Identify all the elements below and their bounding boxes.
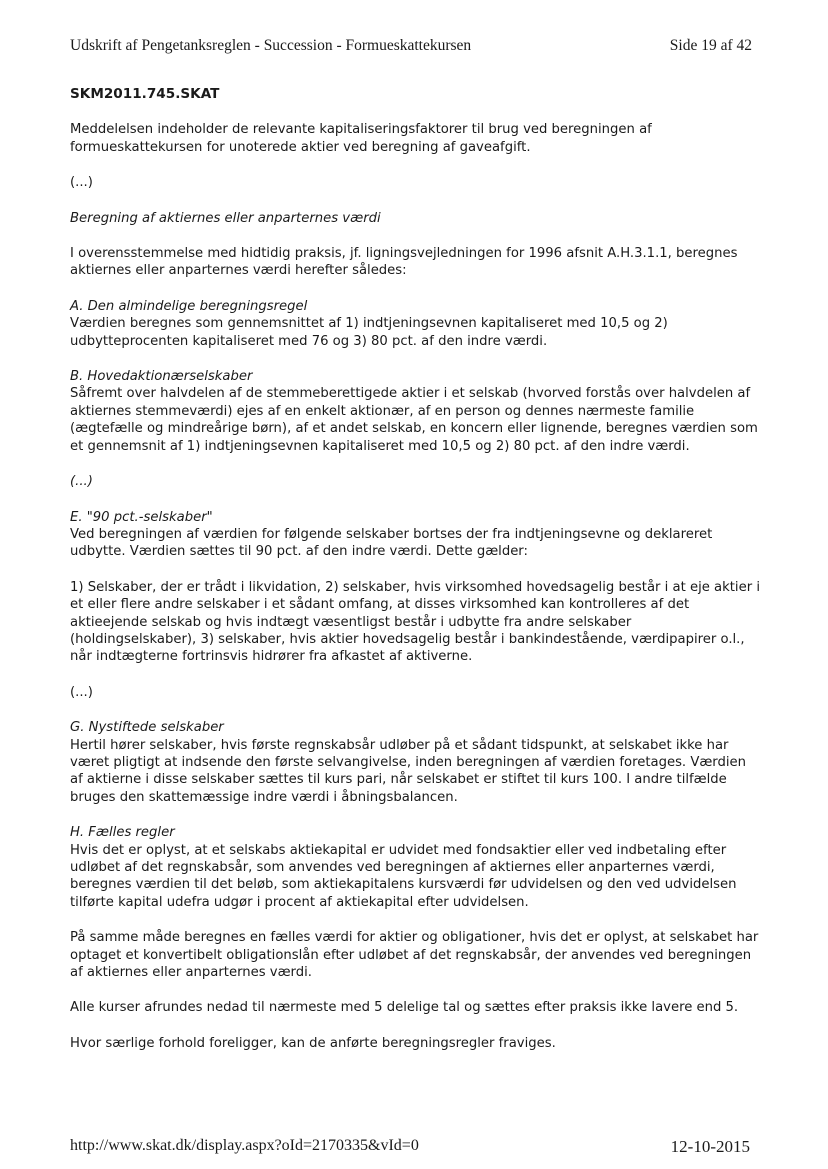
section-h-text: Hvis det er oplyst, at et selskabs aktiekapital er udvidet med fondsaktier eller ved indbetaling efter udløbet af det regnskabsår, som anvendes ved beregningen af aktiernes eller anparternes værdi, beregnes værdien til det beløb, som aktiekapitalens kursværdi før udvidelsen og den ved udvidelsen tilførte kapital udefra udgør i procent af aktiekapital efter udvidelsen. (70, 842, 737, 910)
document-body (70, 86, 760, 1070)
ellipsis: (...) (70, 175, 93, 191)
section-e-list: 1) Selskaber, der er trådt i likvidation, 2) selskaber, hvis virksomhed hovedsagelig består i at eje aktier i et eller flere andre selskaber i et sådant omfang, at disses virksomhed kan kontrolleres af det aktieejende selskab og hvis indtægt væsentligst består i udbytte fra andre selskaber (holdingselskaber), 3) selskaber, hvis aktier hovedsagelig består i bankindestående, værdipapirer o.l., når indtægterne fortrinsvis hidrører fra afkastet af aktiverne. (70, 579, 760, 665)
section-b-text: Såfremt over halvdelen af de stemmeberettigede aktier i et selskab (hvorved forstås over halvdelen af aktiernes stemmeværdi) ejes af en enkelt aktionær, af en person og dennes nærmeste familie (ægtefælle og mindreårige børn), af et andet selskab, en koncern eller lignende, beregnes værdien som et gennemsnit af 1) indtjeningsevnen kapitaliseret med 10,5 og 2) 80 pct. af den indre værdi. (70, 386, 758, 454)
footer-date: 12-10-2015 (670, 1137, 750, 1156)
header-page-number: Side 19 af 42 (669, 37, 752, 54)
section-g-heading: G. Nystiftede selskaber (70, 720, 224, 736)
ellipsis: (...) (70, 474, 93, 490)
section-b-heading: B. Hovedaktionærselskaber (70, 369, 253, 385)
footer-url: http://www.skat.dk/display.aspx?oId=2170335&vId=0 (70, 1137, 419, 1154)
paragraph: I overensstemmelse med hidtidig praksis, jf. ligningsvejledningen for 1996 afsnit A.H.3.1.1, beregnes aktiernes eller anparternes værdi herefter således: (70, 246, 738, 279)
intro-paragraph: Meddelelsen indeholder de relevante kapitaliseringsfaktorer til brug ved beregningen af formueskattekursen for unoterede aktier ved beregning af gaveafgift. (70, 122, 652, 155)
section-a-heading: A. Den almindelige beregningsregel (70, 298, 308, 314)
header-title: Udskrift af Pengetanksreglen - Succession - Formueskattekursen (70, 37, 472, 54)
section-h-text-2: På samme måde beregnes en fælles værdi for aktier og obligationer, hvis det er oplyst, at selskabet har optaget et konvertibelt obligationslån efter udløbet af det regnskabsår, der anvendes ved beregningen af aktiernes eller anparternes værdi. (70, 930, 759, 981)
section-h-heading: H. Fælles regler (70, 825, 175, 841)
section-e-heading: E. "90 pct.-selskaber" (70, 509, 213, 525)
section-h-text-4: Hvor særlige forhold foreligger, kan de anførte beregningsregler fraviges. (70, 1035, 556, 1051)
ellipsis: (...) (70, 684, 93, 700)
section-a-text: Værdien beregnes som gennemsnittet af 1) indtjeningsevnen kapitaliseret med 10,5 og 2) udbytteprocenten kapitaliseret med 76 og 3) 80 pct. af den indre værdi. (70, 316, 668, 349)
subtitle: Beregning af aktiernes eller anparternes værdi (70, 210, 381, 226)
section-h-text-3: Alle kurser afrundes nedad til nærmeste med 5 delelige tal og sættes efter praksis ikke lavere end 5. (70, 1000, 739, 1016)
section-g-text: Hertil hører selskaber, hvis første regnskabsår udløber på et sådant tidspunkt, at selskabet ikke har været pligtigt at indsende den første selvangivelse, inden beregningen af værdien foretages. Værdien af aktierne i disse selskaber sættes til kurs pari, når selskabet er stiftet til kurs 100. I andre tilfælde bruges den skattemæssige indre værdi i åbningsbalancen. (70, 737, 746, 805)
section-e-text: Ved beregningen af værdien for følgende selskaber bortses der fra indtjeningsevne og deklareret udbytte. Værdien sættes til 90 pct. af den indre værdi. Dette gælder: (70, 526, 713, 560)
document-id: SKM2011.745.SKAT (70, 86, 220, 102)
